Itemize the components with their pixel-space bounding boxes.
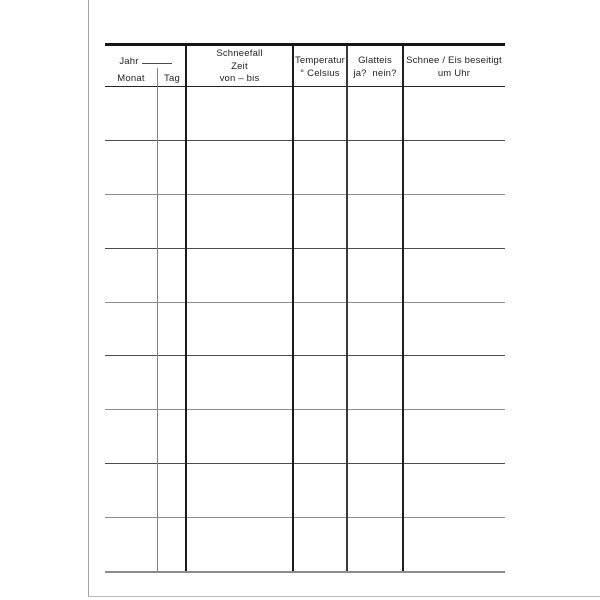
- table-row: [105, 249, 505, 303]
- header-schneefall-line2: Zeit: [231, 60, 248, 72]
- header-glatteis-line1: Glatteis: [358, 55, 392, 66]
- header-tag: Tag: [164, 73, 180, 84]
- table-row: [105, 195, 505, 249]
- header-temperatur-line1: Temperatur: [294, 55, 346, 66]
- table-row: [105, 410, 505, 464]
- table-row: [105, 356, 505, 410]
- table-header-row: [105, 46, 505, 87]
- header-schneefall: [186, 48, 293, 86]
- page-bottom-edge: [88, 596, 600, 597]
- rule-glatteis-beseitigt: [402, 46, 404, 571]
- rule-temperatur-glatteis: [346, 46, 348, 571]
- jahr-label: Jahr: [119, 56, 139, 67]
- header-glatteis: [347, 55, 403, 80]
- header-glatteis-line2: ja? nein?: [353, 67, 397, 79]
- page-left-edge: [88, 0, 89, 597]
- header-monat: Monat: [117, 73, 145, 84]
- snow-log-table: [105, 43, 505, 573]
- header-beseitigt: [403, 55, 505, 80]
- header-schneefall-line1: Schneefall: [216, 48, 263, 59]
- rule-schneefall-temperatur: [292, 46, 294, 571]
- jahr-blank-field: [142, 55, 172, 64]
- header-beseitigt-line1: Schnee / Eis beseitigt: [406, 55, 502, 66]
- table-row: [105, 303, 505, 357]
- header-temperatur: [293, 55, 347, 80]
- header-beseitigt-line2: um Uhr: [437, 67, 471, 79]
- table-body: [105, 87, 505, 571]
- table-row: [105, 141, 505, 195]
- header-schneefall-line3: von – bis: [219, 73, 260, 84]
- table-row: [105, 464, 505, 518]
- table-row: [105, 87, 505, 141]
- table-row: [105, 518, 505, 571]
- rule-date-schneefall: [185, 46, 187, 571]
- header-temperatur-line2: ° Celsius: [300, 67, 340, 79]
- rule-monat-tag-divider: [157, 68, 158, 571]
- header-jahr: [105, 55, 186, 69]
- table-inner: [105, 46, 505, 571]
